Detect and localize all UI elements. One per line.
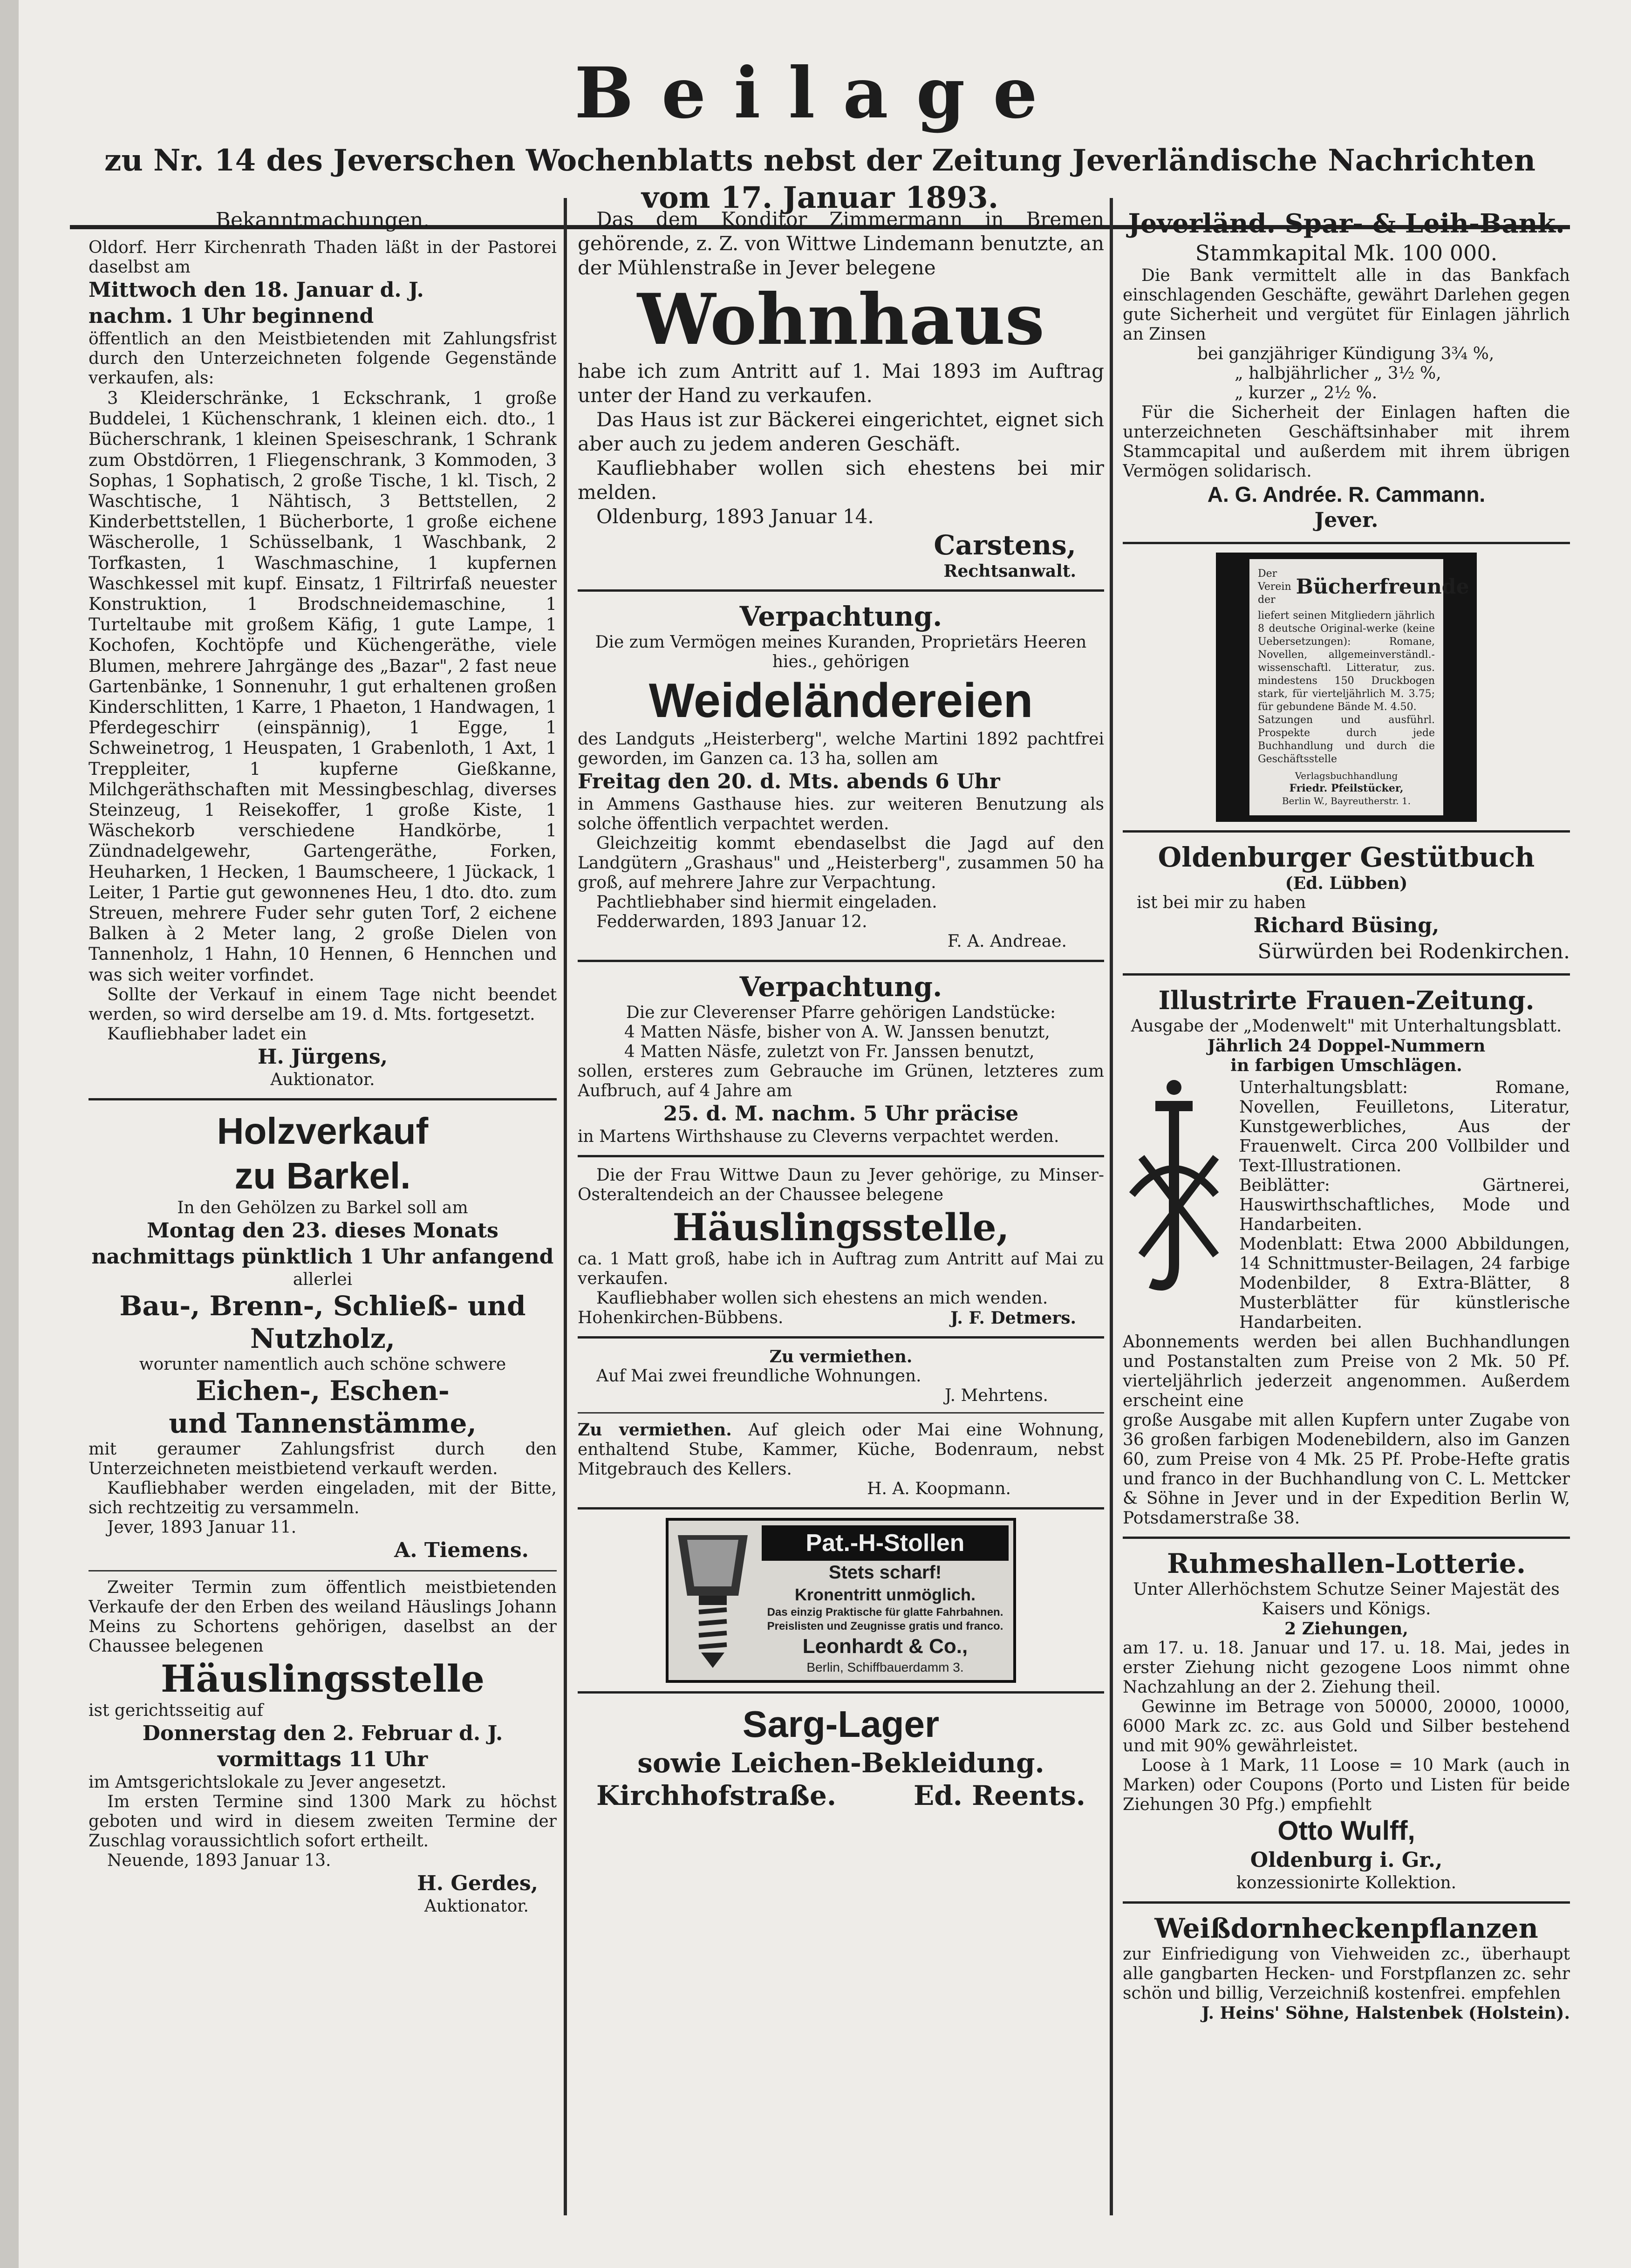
haus-title: Häuslingsstelle: [160, 1656, 485, 1701]
section-heading: Bekanntmachungen.: [215, 208, 430, 232]
divider: [1123, 1537, 1570, 1539]
column-divider: [1110, 198, 1113, 2215]
weiss-text: zur Einfriedigung von Viehweiden zc., überhaupt alle gangbarten Hecken- und Forstpflanzen zc. sehr schön und billig, Verzeichniß kostenfrei. empfehlen: [1123, 1945, 1570, 2003]
sarg-street: Kirchhofstraße.: [596, 1780, 837, 1811]
verp1-signature: F. A. Andreae.: [947, 932, 1067, 951]
divider: [1123, 973, 1570, 976]
dauns-text: ca. 1 Matt groß, habe ich in Auftrag zum Antritt auf Mai zu verkaufen.: [578, 1250, 1104, 1288]
frauen-line-2: in farbigen Umschlägen.: [1230, 1056, 1462, 1075]
sarg-signature: Ed. Reents.: [914, 1780, 1085, 1811]
lott-subtitle: Unter Allerhöchstem Schutze Seiner Majestät des Kaisers und Königs.: [1133, 1580, 1560, 1619]
verp1-intro: Die zum Vermögen meines Kuranden, Proprietärs Heeren hies., gehörigen: [595, 633, 1087, 671]
verp1-title: Verpachtung.: [739, 601, 942, 632]
wohn-signature: Carstens,: [934, 529, 1076, 561]
lott-text: am 17. u. 18. Januar und 17. u. 18. Mai, jedes in erster Ziehung nicht gezogene Loos nimmt ohne Nachzahlung an der 2. Ziehung theil.: [1123, 1639, 1570, 1697]
dauns-text-2: Kaufliebhaber wollen sich ehestens an mich wenden.: [596, 1289, 1048, 1308]
verein-ad: [1216, 553, 1477, 822]
verp2-item-2: 4 Matten Näsfe, zuletzt von Fr. Janssen benutzt,: [624, 1042, 1035, 1061]
sarg-footer: [578, 1779, 1104, 1812]
verp2-intro: Die zur Cleverenser Pfarre gehörigen Landstücke:: [626, 1003, 1056, 1022]
stollen-title: Pat.-H-Stollen: [762, 1525, 1009, 1561]
verein-address: Berlin W., Bayreutherstr. 1.: [1282, 795, 1411, 806]
verein-ad-panel: [1249, 559, 1469, 815]
holz-text: mit geraumer Zahlungsfrist durch den Unterzeichneten meistbietend verkauft werden.: [89, 1439, 557, 1478]
verein-verein: Verein: [1258, 581, 1291, 593]
gestut-place: Sürwürden bei Rodenkirchen.: [1257, 940, 1570, 963]
lott-text-2: Gewinne im Betrage von 50000, 20000, 10000, 6000 Mark zc. zc. aus Gold und Silber bestehend und mit 90% gewährleistet.: [1123, 1697, 1570, 1756]
haus-place: Neuende, 1893 Januar 13.: [107, 1851, 331, 1870]
column-3: [1123, 198, 1570, 2229]
bank-title: Jeverländ. Spar- & Leih-Bank.: [1128, 208, 1565, 239]
haus-text-2: im Amtsgerichtslokale zu Jever angesetzt.: [89, 1772, 447, 1792]
divider: [578, 1691, 1104, 1694]
holz-date: Montag den 23. dieses Monats: [147, 1218, 498, 1243]
gestut-name: Richard Büsing,: [1253, 914, 1440, 937]
verp2-text: sollen, ersteres zum Gebrauche im Grünen, letzteres zum Aufbruch, auf 4 Jahre am: [578, 1062, 1104, 1100]
verp2-item-1: 4 Matten Näsfe, bisher von A. W. Janssen benutzt,: [624, 1023, 1050, 1042]
verein-prefix: [1258, 567, 1291, 607]
frauen-text-2: Beiblätter: Gärtnerei, Hauswirthschaftliches, Mode und Handarbeiten.: [1239, 1176, 1570, 1234]
oldorf-date: Mittwoch den 18. Januar d. J.: [89, 278, 424, 302]
verm1-text: Auf Mai zwei freundliche Wohnungen.: [596, 1366, 921, 1386]
haus-time: vormittags 11 Uhr: [217, 1747, 428, 1771]
verm1-signature: J. Mehrtens.: [945, 1386, 1048, 1405]
verp2-date: 25. d. M. nachm. 5 Uhr präcise: [663, 1102, 1019, 1126]
verein-der: Der: [1258, 568, 1277, 580]
wohn-text-3: Kaufliebhaber wollen sich ehestens bei mir melden.: [578, 457, 1104, 504]
verp1-text: des Landguts „Heisterberg", welche Martini 1892 pachtfrei geworden, im Ganzen ca. 13 ha, sollen am: [578, 730, 1104, 768]
holz-subtitle: zu Barkel.: [234, 1154, 411, 1196]
dauns-signature: J. F. Detmers.: [950, 1308, 1076, 1328]
verm1-title: Zu vermiethen.: [769, 1347, 913, 1366]
holz-intro: In den Gehölzen zu Barkel soll am: [177, 1198, 468, 1217]
frauen-text-block: [1239, 1078, 1570, 1332]
frauen-subtitle: Ausgabe der „Modenwelt" mit Unterhaltungsblatt.: [1131, 1017, 1562, 1036]
holz-trees-1: Eichen-, Eschen-: [196, 1374, 450, 1407]
verein-text-2: Satzungen und ausführl. Prospekte durch jede Buchhandlung und durch die Geschäftsstelle: [1258, 714, 1435, 765]
bank-text-2: Für die Sicherheit der Einlagen haften die unterzeichneten Geschäftsinhaber mit ihrem Stammcapital und außerdem mit ihrem übrigen Vermögen solidarisch.: [1123, 403, 1570, 481]
divider: [89, 1098, 557, 1100]
verein-text: liefert seinen Mitgliedern jährlich 8 deutsche Original-werke (keine Uebersetzungen): Romane, Novellen, allgemeinverständl.-wissenschaftl. Litteratur, zus. mindestens 150 Druckbogen stark, für vierteljährlich M. 3.75; für gebundene Bände M. 4.50.: [1258, 610, 1435, 713]
bank-names: A. G. Andrée. R. Cammann.: [1207, 482, 1486, 506]
haus-signature-role: Auktionator.: [424, 1896, 529, 1916]
frauen-text-4: Abonnements werden bei allen Buchhandlungen und Postanstalten zum Preise von 2 Mk. 50 Pf. vierteljährlich jederzeit angenommen. Außerdem erscheint eine: [1123, 1332, 1570, 1410]
holz-place: Jever, 1893 Januar 11.: [107, 1517, 297, 1537]
divider: [578, 1412, 1104, 1414]
holz-wood-1: Bau-, Brenn-, Schließ- und: [119, 1290, 526, 1322]
verp1-place: Fedderwarden, 1893 Januar 12.: [596, 912, 867, 931]
sarg-title: Sarg-Lager: [742, 1703, 940, 1745]
verein-title: Bücherfreunde: [1296, 575, 1469, 599]
divider: [578, 960, 1104, 962]
bank-rate-2: „ halbjährlicher „ 3½ %,: [1235, 364, 1441, 383]
bank-capital: Stammkapital Mk. 100 000.: [1195, 240, 1498, 266]
verm2-text: Auf gleich oder Mai eine Wohnung, enthaltend Stube, Kammer, Küche, Bodenraum, nebst Mitgebrauch des Kellers.: [578, 1421, 1104, 1479]
verp1-text-2: in Ammens Gasthause hies. zur weiteren Benutzung als solche öffentlich verpachtet werden.: [578, 795, 1104, 833]
frauen-text: Unterhaltungsblatt: Romane, Novellen, Feuilletons, Literatur, Kunstgewerbliches, Aus der Frauenwelt. Circa 200 Vollbilder und Text-Illustrationen.: [1239, 1078, 1570, 1175]
verp1-text-4: Pachtliebhaber sind hiermit eingeladen.: [596, 893, 937, 912]
stollen-ad-body: [673, 1525, 1009, 1675]
stollen-address: Berlin, Schiffbauerdamm 3.: [806, 1660, 964, 1674]
holz-wood-2: Nutzholz,: [250, 1322, 395, 1354]
stollen-line-4: Preislisten und Zeugnisse gratis und franco.: [767, 1620, 1003, 1633]
oldorf-buyers: Kaufliebhaber ladet ein: [107, 1024, 307, 1044]
lott-text-3: Loose à 1 Mark, 11 Loose = 10 Mark (auch in Marken) oder Coupons (Porto und Listen für beide Ziehungen 30 Pfg.) empfiehlt: [1123, 1756, 1570, 1814]
frauen-body: [1123, 1078, 1570, 1332]
holz-worunter: worunter namentlich auch schöne schwere: [139, 1354, 506, 1374]
gestut-text: ist bei mir zu haben: [1137, 893, 1306, 912]
dauns-footer: [578, 1308, 1104, 1328]
wohn-text: habe ich zum Antritt auf 1. Mai 1893 im Auftrag unter der Hand zu verkaufen.: [578, 360, 1104, 407]
divider: [1123, 1901, 1570, 1904]
wohn-intro: Das dem Konditor Zimmermann in Bremen gehörende, z. Z. von Wittwe Lindemann benutzte, an der Mühlenstraße in Jever belegene: [578, 208, 1104, 279]
verp1-big: Weideländereien: [648, 674, 1033, 728]
stollen-firm: Leonhardt & Co.,: [802, 1635, 968, 1658]
verp1-date: Freitag den 20. d. Mts. abends 6 Uhr: [578, 770, 1000, 793]
dauns-place: Hohenkirchen-Bübbens.: [578, 1308, 784, 1327]
masthead-subtitle: zu Nr. 14 des Jeverschen Wochenblatts nebst der Zeitung Jeverländische Nachrichten vom 17. Januar 1893.: [104, 143, 1536, 215]
wohn-title: Wohnhaus: [637, 279, 1045, 361]
stollen-line-3: Das einzig Praktische für glatte Fahrbahnen.: [767, 1606, 1003, 1619]
weiss-signature: J. Heins' Söhne, Halstenbek (Holstein).: [1201, 2003, 1570, 2023]
columns: [70, 198, 1570, 2229]
frauen-monogram-icon: [1123, 1078, 1235, 1297]
frauen-text-3: Modenblatt: Etwa 2000 Abbildungen, 14 Schnittmuster-Beilagen, 24 farbige Modenbilder, 8 Extra-Blätter, 8 Musterblätter für künstlerische Handarbeiten.: [1239, 1235, 1570, 1332]
oldorf-time: nachm. 1 Uhr beginnend: [89, 304, 374, 328]
wohn-signature-role: Rechtsanwalt.: [943, 561, 1076, 581]
divider: [89, 1570, 557, 1571]
holz-time: nachmittags pünktlich 1 Uhr anfangend: [91, 1244, 554, 1269]
stollen-ad-text: [762, 1525, 1009, 1675]
masthead-title: Beilage: [574, 52, 1065, 134]
oldorf-footer: Sollte der Verkauf in einem Tage nicht beendet werden, so wird derselbe am 19. d. Mts. fortgesetzt.: [89, 985, 557, 1024]
bank-rate-3: „ kurzer „ 2½ %.: [1235, 383, 1378, 403]
gestut-subtitle: (Ed. Lübben): [1285, 874, 1408, 893]
divider: [578, 1155, 1104, 1157]
divider: [578, 589, 1104, 592]
oldorf-text: öffentlich an den Meistbietenden mit Zahlungsfrist durch den Unterzeichneten folgende Gegenstände verkaufen, als:: [89, 329, 557, 388]
lott-place: Oldenburg i. Gr.,: [1250, 1848, 1443, 1872]
column-divider: [564, 198, 567, 2215]
scan-edge: [0, 0, 19, 2268]
oldorf-signature-role: Auktionator.: [270, 1070, 375, 1089]
verein-header: [1258, 567, 1469, 607]
stollen-line-2: Kronentritt unmöglich.: [795, 1585, 976, 1604]
holz-allerlei: allerlei: [293, 1270, 353, 1289]
oldorf-items: 3 Kleiderschränke, 1 Eckschrank, 1 große Buddelei, 1 Küchenschrank, 1 kleinen eich. dto., 1 Bücherschrank, 1 kleinen Speiseschrank, 1 Schrank zum Obstdörren, 1 Fliegenschrank, 3 Kommoden, 3 Sophas, 1 Sophatisch, 2 große Tische, 1 kl. Tisch, 2 Waschtische, 1 Nähtisch, 3 Bettstellen, 2 Kinderbettstellen, 1 Bücherborte, 1 große eichene Wäscherolle, 1 Schüsselbank, 1 Waschbank, 2 Torfkasten, 1 Waschmaschine, 1 kupfernen Waschkessel mit kupf. Einsatz, 1 Filtrirfaß neuester Konstruktion, 1 Brodschneidemaschine, 1 Turteltaube mit großem Käfig, 1 gute Lampe, 1 Kochofen, Kochtöpfe und Küchengeräthe, viele Blumen, mehrere Jahrgänge des „Bazar", 2 fast neue Gartenbänke, 1 Sonnenuhr, 1 gut erhaltenen großen Kinderschlitten, 1 Karre, 1 Phaeton, 1 Handwagen, 1 Pferdegeschirr (einspännig), 1 Egge, 1 Schweinetrog, 1 Heuspaten, 1 Grabenloth, 1 Axt, 1 Treppleiter, 1 kupferne Gießkanne, Milchgeräthschaften mit Messingbeschlag, diverses Steinzeug, 1 Reisekoffer, 1 große Kiste, 1 Wäschekorb verschiedene Handkörbe, 1 Zündnadelgewehr, Gartengeräthe, Forken, Heuharken, 1 Hecken, 1 Baumscheere, 1 Jückack, 1 Leiter, 1 Partie gut gewonnenes Heu, 1 dto. dto. zum Streuen, mehrere Fuder sehr guten Torf, 2 eichene Balken à 2 Meter lang, 2 große Dielen von Tannenholz, 1 Hahn, 10 Hennen, 6 Hennchen und was sich weiter vorfindet.: [89, 388, 557, 985]
frauen-text-5: große Ausgabe mit allen Kupfern unter Zugabe von 36 großen farbigen Modenebildern, also im Ganzen 60, zum Preise von 4 Mk. 25 Pf. Probe-Hefte gratis und franco in der Buchhandlung von C. L. Mettcker & Söhne in Jever und in der Expedition Berlin W, Potsdamerstraße 38.: [1123, 1411, 1570, 1528]
horseshoe-stud-icon: [673, 1530, 752, 1670]
verm2-signature: H. A. Koopmann.: [867, 1479, 1011, 1498]
divider: [1123, 830, 1570, 833]
haus-intro: Zweiter Termin zum öffentlich meistbietenden Verkaufe der den Erben des weiland Häuslings Johann Meins zu Schortens gehörigen, daselbst an der Chaussee belegenen: [89, 1578, 557, 1656]
column-1: [89, 198, 557, 2229]
lott-title: Ruhmeshallen-Lotterie.: [1167, 1548, 1526, 1579]
holz-title: Holzverkauf: [217, 1110, 429, 1152]
bank-rate-1: bei ganzjähriger Kündigung 3¾ %,: [1197, 344, 1495, 363]
lott-name: Otto Wulff,: [1277, 1816, 1415, 1846]
dauns-title: Häuslingsstelle,: [672, 1205, 1010, 1249]
oldorf-signature: H. Jürgens,: [257, 1045, 388, 1069]
verm2-text-block: [578, 1420, 1104, 1479]
oldorf-intro: Oldorf. Herr Kirchenrath Thaden läßt in der Pastorei daselbst am: [89, 238, 557, 277]
stollen-line-1: Stets scharf!: [828, 1562, 942, 1583]
dauns-intro: Die der Frau Wittwe Daun zu Jever gehörige, zu Minser-Osteraltendeich an der Chaussee belegene: [578, 1166, 1104, 1204]
verein-firm: Verlagsbuchhandlung: [1295, 770, 1398, 781]
verm2-lead: Zu vermiethen.: [578, 1420, 732, 1440]
weiss-title: Weißdornheckenpflanzen: [1154, 1913, 1538, 1944]
newspaper-page: [70, 40, 1570, 2229]
bank-text: Die Bank vermittelt alle in das Bankfach einschlagenden Geschäfte, gewährt Darlehen gegen gute Sicherheit und vergütet für Einlagen jährlich an Zinsen: [1123, 266, 1570, 344]
holz-invite: Kaufliebhaber werden eingeladen, mit der Bitte, sich rechtzeitig zu versammeln.: [89, 1478, 557, 1517]
wohn-text-2: Das Haus ist zur Bäckerei eingerichtet, eignet sich aber auch zu jedem anderen Geschäft.: [578, 408, 1104, 455]
lott-role: konzessionirte Kollektion.: [1236, 1873, 1457, 1892]
haus-signature: H. Gerdes,: [417, 1871, 538, 1895]
divider: [578, 1336, 1104, 1339]
verein-firm-2: Friedr. Pfeilstücker,: [1289, 782, 1404, 794]
haus-date: Donnerstag den 2. Februar d. J.: [142, 1721, 503, 1745]
sarg-subtitle: sowie Leichen-Bekleidung.: [637, 1747, 1044, 1779]
wohn-place: Oldenburg, 1893 Januar 14.: [596, 505, 874, 528]
divider: [578, 1507, 1104, 1510]
column-2: [578, 198, 1104, 2229]
haus-text-1: ist gerichtsseitig auf: [89, 1701, 263, 1720]
divider: [1123, 542, 1570, 544]
frauen-line-1: Jährlich 24 Doppel-Nummern: [1207, 1036, 1486, 1056]
verein-der-2: der: [1258, 594, 1276, 606]
stollen-ad: [666, 1518, 1016, 1683]
verp2-title: Verpachtung.: [739, 971, 942, 1003]
holz-signature: A. Tiemens.: [394, 1538, 529, 1562]
frauen-title: Illustrirte Frauen-Zeitung.: [1158, 985, 1535, 1015]
verp1-text-3: Gleichzeitig kommt ebendaselbst die Jagd auf den Landgütern „Grashaus" und „Heisterberg", zusammen 50 ha groß, auf mehrere Jahre zur Verpachtung.: [578, 834, 1104, 892]
verp2-text-2: in Martens Wirthshause zu Cleverns verpachtet werden.: [578, 1127, 1059, 1146]
gestut-title: Oldenburger Gestütbuch: [1158, 841, 1535, 873]
holz-trees-2: und Tannenstämme,: [169, 1407, 477, 1439]
haus-text-3: Im ersten Termine sind 1300 Mark zu höchst geboten und wird in diesem zweiten Termine der Zuschlag voraussichtlich sofort ertheilt.: [89, 1792, 557, 1851]
lott-ziehungen: 2 Ziehungen,: [1284, 1619, 1408, 1639]
bank-place: Jever.: [1314, 508, 1379, 532]
